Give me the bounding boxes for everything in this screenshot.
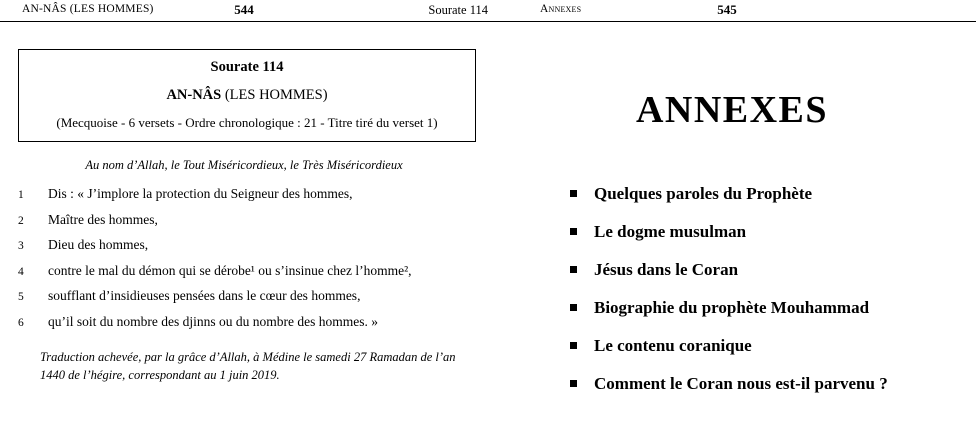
verse-row	[18, 314, 488, 330]
verse-text: qu’il soit du nombre des djinns ou du nombre des hommes. »	[48, 313, 378, 329]
list-item[interactable]	[570, 374, 976, 394]
verse-row	[18, 186, 488, 202]
verse-text: soufflant d’insidieuses pensées dans le cœur des hommes,	[48, 288, 361, 303]
verse-list	[18, 186, 488, 330]
verse-number: 6	[18, 316, 24, 329]
square-bullet-icon	[570, 266, 577, 273]
page-title: ANNEXES	[635, 89, 829, 131]
list-item[interactable]	[570, 184, 976, 204]
verse-text: Dieu des hommes,	[48, 237, 149, 252]
verse-text: Maître des hommes,	[48, 211, 158, 227]
verse-row	[18, 237, 488, 253]
sura-header-box	[18, 49, 476, 142]
verse-row	[18, 288, 488, 304]
list-item-label: Biographie du prophète Mouhammad	[594, 298, 870, 317]
list-item[interactable]	[570, 336, 976, 356]
running-head-section-name: Annexes	[540, 3, 582, 15]
annexes-list	[570, 184, 976, 394]
list-item[interactable]	[570, 222, 976, 242]
list-item-label: Quelques paroles du Prophète	[594, 184, 813, 203]
sura-number: Sourate 114	[210, 59, 284, 75]
square-bullet-icon	[570, 304, 577, 311]
square-bullet-icon	[570, 380, 577, 387]
verse-number: 1	[18, 189, 24, 201]
left-page-running-head	[0, 0, 488, 22]
right-page	[488, 0, 976, 438]
list-item[interactable]	[570, 260, 976, 280]
colophon-text: Traduction achevée, par la grâce d’Allah, à Médine le samedi 27 Ramadan de l’an 1440 de l’hégire, correspondant au 1 juin 2019.	[40, 349, 456, 382]
right-page-running-head	[488, 0, 976, 22]
basmala-line: Au nom d’Allah, le Tout Miséricordieux, le Très Miséricordieux	[85, 158, 403, 172]
square-bullet-icon	[570, 190, 577, 197]
verse-number: 4	[18, 265, 24, 278]
running-head-page-number: 544	[234, 2, 254, 17]
list-item-label: Comment le Coran nous est-il parvenu ?	[594, 374, 888, 393]
sura-metadata: (Mecquoise - 6 versets - Ordre chronologique : 21 - Titre tiré du verset 1)	[56, 115, 438, 130]
verse-number: 5	[18, 291, 24, 303]
square-bullet-icon	[570, 342, 577, 349]
verse-text: contre le mal du démon qui se dérobe¹ ou s’insinue chez l’homme²,	[48, 262, 412, 278]
square-bullet-icon	[570, 228, 577, 235]
running-head-sura-name: AN-NÂS (LES HOMMES)	[22, 3, 154, 15]
sura-title	[25, 87, 469, 104]
list-item-label: Le contenu coranique	[594, 336, 752, 355]
verse-number: 3	[18, 240, 24, 252]
list-item-label: Le dogme musulman	[594, 222, 747, 241]
sura-title-arabic-name: AN-NÂS	[166, 87, 222, 103]
list-item-label: Jésus dans le Coran	[594, 260, 739, 279]
sura-title-french-name: (LES HOMMES)	[221, 87, 328, 103]
verse-number: 2	[18, 214, 24, 227]
verse-row	[18, 212, 488, 228]
running-head-sura-label: Sourate 114	[428, 3, 488, 17]
list-item[interactable]	[570, 298, 976, 318]
running-head-page-number: 545	[717, 2, 737, 17]
verse-row	[18, 263, 488, 279]
verse-text: Dis : « J’implore la protection du Seigneur des hommes,	[48, 186, 353, 201]
